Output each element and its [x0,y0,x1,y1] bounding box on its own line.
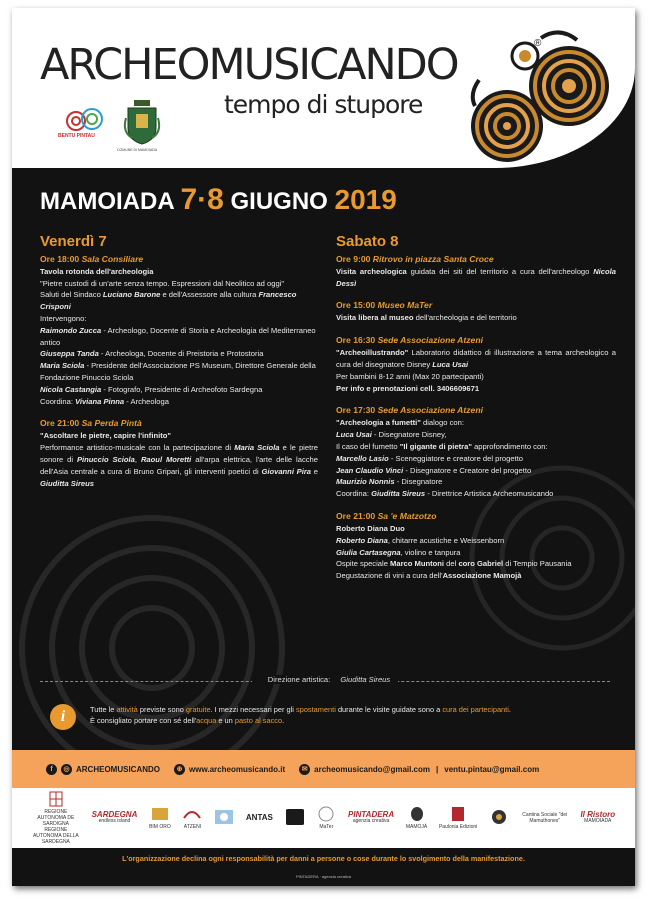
person-name: Giovanni Pira [261,466,312,476]
text: Coordina: [40,396,73,406]
sponsor-name: PINTADERA [348,810,395,819]
event-heading [40,253,318,266]
disclaimer: L'organizzazione declina ogni responsabilità per danni a persone o cose durante lo svolgimento della manifestazione. [122,854,525,863]
performer-name: Giulia Cartasegna [336,547,401,557]
email-link[interactable] [299,764,539,775]
speaker-role: - Disegnatore Disney, [374,430,447,440]
sponsor-name: ANTAS [245,813,273,822]
website-link[interactable] [174,764,285,775]
comune-crest-icon [122,98,162,146]
sponsor-paulonia [439,806,477,830]
event-lead: "Archeoillustrando" [336,348,409,358]
speaker [40,348,318,360]
sponsor-name: Paulonia Edizioni [438,824,478,830]
text: guidata dei siti del territorio a cura dell'archeologo [410,266,590,276]
text: , [134,454,138,464]
artistic-direction [40,675,610,693]
sponsor-tagline: agenzia creativa [352,818,390,824]
speaker-name: Jean Claudio Vinci [336,465,404,475]
sponsors-bar [12,788,635,848]
highlight: attività [116,705,138,714]
regione-crest-icon [46,791,66,807]
event-quote: "Pietre custodi di un'arte senza tempo. Espressioni dal Neolitico ad oggi" [40,278,285,288]
sponsor-name: MaTer [319,824,334,830]
director-name: Giuditta Sireus [340,675,391,684]
event-place: Sede Associazione Atzeni [377,335,483,346]
performer-role: , chitarre acustiche e Weissenborn [387,535,505,545]
performer-name: Roberto Diana [336,535,388,545]
poster [12,8,635,886]
saturday-column [336,233,616,592]
person-name: Giuditta Sireus [40,478,95,488]
atzeni-logo-icon [182,806,202,822]
speaker [336,465,616,477]
speaker-name: Maurizio Nonnis [336,477,395,487]
mamoja-mask-icon [407,806,427,822]
background-spiral-icon [12,488,342,788]
event-description [40,442,318,489]
friday-event-1 [40,253,318,408]
separator: | [436,764,439,774]
day-one: 7 [180,183,198,216]
event-time: Ore 21:00 [336,510,376,521]
speakers-label: Intervengono: [40,313,87,323]
globe-icon: ⊕ [174,764,185,775]
event-heading [336,404,616,417]
speaker-role: - Archeologo, Docente di Storia e Archeologia del Mediterraneo antico [40,325,316,347]
performer [336,535,616,547]
social-handle: ARCHEOMUSICANDO [76,764,160,774]
sponsor-atzeni [182,806,202,830]
text: Coordina: [336,489,369,499]
highlight: spostamenti [296,705,336,714]
comic-title: "Il gigante di pietra" [399,441,472,451]
sponsor-regione-sardegna [32,791,80,845]
speaker-name: Luca Usai [336,430,372,440]
event-lead: Visita libera al museo [336,313,414,323]
highlight: acqua [196,716,217,725]
saturday-title: Sabato 8 [336,233,399,250]
sponsor-name: BIM ORO [149,824,171,830]
speaker-name: Marcello Lasio [336,453,389,463]
website-url: www.archeomusicando.it [189,764,286,774]
highlight: cura dei partecipanti [442,705,509,714]
bentu-pintau-logo-text: BENTU PINTAU [58,133,95,139]
info-text [90,704,600,726]
event-time: Ore 17:30 [336,405,376,416]
person-name: Raoul Moretti [140,454,192,464]
sponsor-name: Il Ristoro [580,810,616,819]
performer-role: , violino e tanpura [400,547,461,557]
text: . I mezzi necessari per gli [210,705,294,714]
event-greetings [40,289,318,313]
speaker-role: - Presidente dell'Associazione PS Museum, Direttore Generale della Fondazione Pinuccio Sciola [40,361,316,382]
sponsor-blue-logo [214,809,234,827]
coordinator [336,488,616,500]
sponsor-dark-logo [285,809,305,827]
date-dot: · [197,183,208,216]
sponsor-antas [246,815,273,821]
coordinator-role: - Archeologa [126,396,169,406]
event-description [336,266,616,290]
event-title: ARCHEOMUSICANDO [40,40,458,90]
speaker-role: - Sceneggiatore e creatore del progetto [390,453,524,463]
event-time: Ore 21:00 [40,418,80,429]
text: . [508,705,511,714]
email-address: archeomusicando@gmail.com [314,764,431,774]
contact-bar [12,750,635,788]
text: e un [218,716,233,725]
event-time: Ore 9:00 [336,253,371,264]
text: Ospite speciale [336,559,388,569]
blue-pattern-logo-icon [214,809,234,825]
text: previste sono [139,705,184,714]
coordinator-role: - Direttrice Artistica Archeomusicando [427,489,554,499]
sponsor-mamoja [406,806,427,830]
event-place: Museo MaTer [377,300,433,311]
event-place: Ritrovo in piazza Santa Croce [372,253,494,264]
speaker-role: - Archeologa, Docente di Preistoria e Protostoria [100,349,264,359]
event-lead-line [336,417,616,429]
coordinator-name: Giuditta Sireus [371,489,426,499]
text: Tutte le [90,705,115,714]
bim-logo-icon [150,806,170,822]
coordinator-name: Viviana Pinna [75,396,125,406]
assessor-name: Francesco Crisponi [40,290,297,312]
event-time: Ore 16:30 [336,335,376,346]
event-place: Sede Associazione Atzeni [377,405,483,416]
association-name: Associazione Mamojà [442,571,522,581]
highlight: pasto al sacco [234,716,283,725]
sponsor-name: ATZENI [183,824,202,830]
paulonia-logo-icon [448,806,468,822]
performer [336,547,616,559]
mater-logo-icon [316,806,336,822]
registered-mark: ® [534,38,542,49]
text: e [313,466,318,476]
speaker [336,453,616,465]
saturday-event-3 [336,334,616,394]
text: approfondimento con: [474,441,548,451]
event-heading [336,253,616,266]
sponsor-bim [149,806,171,830]
speaker [40,384,318,396]
text: del [446,559,457,569]
mayor-name: Luciano Barone [102,290,161,300]
event-subtitle: tempo di stupore [224,90,423,119]
text: e le pietre sonore di [40,443,318,464]
date-banner [40,183,397,217]
wine-tasting [336,570,616,582]
event-booking-info: Per info e prenotazioni cell. 3406609671 [336,383,480,393]
month-name: GIUGNO [230,188,328,215]
text: di Tempio Pausania [505,559,572,569]
saturday-event-1 [336,253,616,290]
person-name: Pinuccio Sciola [76,454,135,464]
speaker-name: Nicola Castangia [40,384,102,394]
event-kids-note: Per bambini 8-12 anni (Max 20 partecipanti) [336,371,484,381]
comic-case [336,441,616,453]
sponsor-name: SARDEGNA [91,810,138,819]
speaker [40,325,318,349]
sponsor-mater [316,806,336,830]
person-name: Maria Sciola [234,443,280,453]
saturday-event-2 [336,299,616,324]
speaker [336,476,616,488]
social-contact[interactable] [46,764,160,775]
sponsor-tagline: MAMOIADA [584,818,612,824]
round-badge-logo-icon [489,809,509,825]
sponsor-round-logo [489,809,509,827]
info-icon: i [50,704,76,730]
instagram-icon: ◎ [61,764,72,775]
special-guest [336,558,616,570]
facebook-icon: f [46,764,57,775]
speaker-role: - Disegnatore [396,477,443,487]
person-name: Nicola Dessì [336,266,616,288]
sponsor-cantina [521,812,569,824]
speaker-name: Giuseppa Tanda [40,349,99,359]
text: dell'archeologia e del territorio [415,313,517,323]
sponsor-name: Cantina Sociale "dei Mamuthones" [522,812,568,824]
event-headline: Roberto Diana Duo [336,523,405,533]
text: Saluti del Sindaco [40,290,101,300]
day-two: 8 [207,183,224,216]
coordinator [40,396,318,408]
event-description [336,312,616,324]
text: . [282,716,285,725]
event-lead: "Archeologia a fumetti" [336,418,421,428]
event-place: Sa 'e Matzotzo [377,510,437,521]
saturday-event-4 [336,404,616,500]
email-icon: ✉ [299,764,310,775]
text: e dell'Assessore alla cultura [162,290,257,300]
text: dialogo con: [422,418,464,428]
speaker [336,429,616,441]
event-place: Sala Consiliare [81,253,144,264]
town-name: MAMOIADA [40,188,174,215]
guest-name: Marco Muntoni [390,559,445,569]
sponsor-tagline: endless island [98,818,131,824]
sponsor-pintadera [348,812,394,824]
event-description [336,347,616,371]
text: durante le visite guidate sono a [337,705,441,714]
speaker-role: - Fotografo, Presidente di Archeofoto Sardegna [103,384,263,394]
text: Performance artistico-musicale con la partecipazione di [40,443,232,453]
speaker [40,360,318,384]
text: Direzione artistica: [260,675,338,684]
person-name: Luca Usai [432,359,469,369]
event-heading [336,299,616,312]
speaker-name: Maria Sciola [40,361,85,371]
event-lead: Visita archeologica [336,266,407,276]
event-place: Sa Perda Pintà [81,418,142,429]
dark-square-logo-icon [285,809,305,825]
highlight: gratuite [185,705,211,714]
event-time: Ore 15:00 [336,300,376,311]
year: 2019 [334,184,397,215]
event-heading [336,334,616,347]
comune-crest-text: COMUNE DI MAMOIADA [117,148,158,152]
speaker-role: - Disegnatore e Creatore del progetto [405,465,532,475]
event-heading [336,510,616,523]
event-time: Ore 18:00 [40,253,80,264]
speaker-name: Raimondo Zucca [40,325,102,335]
friday-title: Venerdì 7 [40,233,107,250]
text: Laboratorio didattico di illustrazione a tema archeologico a cura del disegnatore Disney [336,348,616,369]
artistic-direction-text [40,675,610,684]
sponsor-sardegna [92,812,138,824]
spirals-logo-icon [467,28,635,178]
choir-name: coro Gabriel [458,559,504,569]
friday-event-2 [40,417,318,489]
friday-column [40,233,318,499]
event-headline: "Ascoltare le pietre, capire l'infinito" [40,431,171,441]
event-headline: Tavola rotonda dell'archeologia [40,266,154,276]
sponsor-name: MAMOJÀ [405,824,428,830]
text: È consigliato portare con sé dell' [90,716,197,725]
email-address-2: ventu.pintau@gmail.com [444,764,540,774]
saturday-event-5 [336,510,616,582]
text: Il caso del fumetto [336,441,398,451]
text: Degustazione di vini a cura dell' [336,571,443,581]
text: all'arpa elettrica, l'arte delle lacche dell'Asia centrale a cura di Bruno Gripari, gli interventi poetici di [40,454,318,476]
event-heading [40,417,318,430]
sponsor-text: REGIONE AUTONOMA DE SARDIGNA REGIONE AUTONOMA DELLA SARDEGNA [32,809,79,845]
design-credit: PINTADERA · agenzia creativa [295,874,352,879]
sponsor-ristoro [580,812,615,824]
